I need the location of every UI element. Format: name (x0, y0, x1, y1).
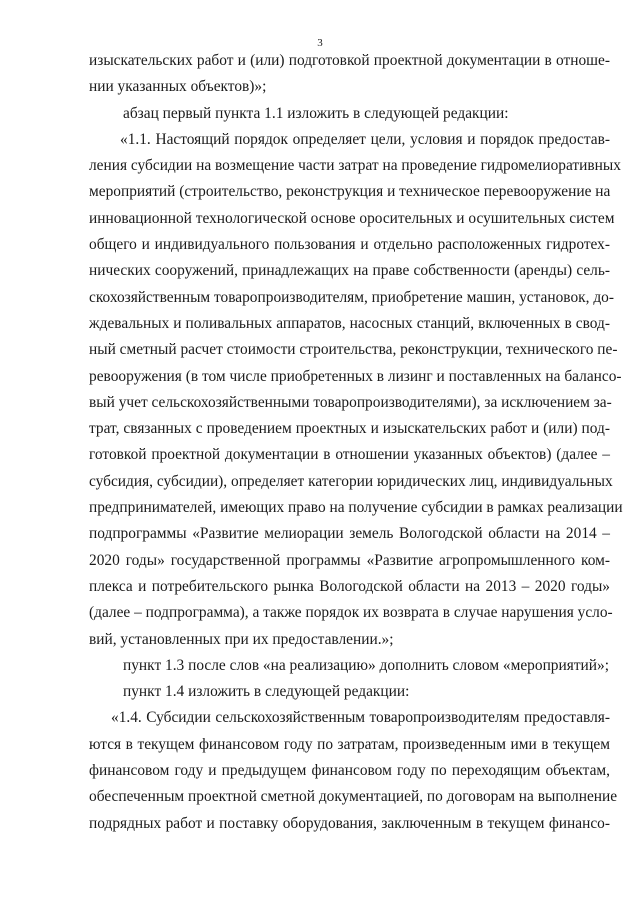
text-line: нии указанных объектов)»; (89, 78, 267, 96)
text-line: обеспеченным проектной сметной документацией, по договорам на выполнение (89, 788, 618, 806)
text-line: изыскательских работ и (или) подготовкой проектной документации в отноше- (89, 52, 610, 69)
text-line: вий, установленных при их предоставлении.»; (89, 630, 394, 648)
paragraph-first-line: пункт 1.4 изложить в следующей редакции: (123, 683, 410, 701)
text-line: подпрограммы «Развитие мелиорации земель Вологодской области на 2014 – (89, 525, 610, 543)
text-line: нических сооружений, принадлежащих на праве собственности (аренды) сель- (89, 262, 610, 280)
paragraph-first-line: «1.1. Настоящий порядок определяет цели, условия и порядок предостав- (120, 130, 610, 148)
document-body (89, 48, 623, 837)
text-line: ются в текущем финансовом году по затратам, произведенным ими в текущем (89, 735, 610, 753)
text-line: вый учет сельскохозяйственными товаропроизводителями), за исключением за- (89, 393, 612, 411)
text-line: ревооружения (в том числе приобретенных в лизинг и поставленных на балансо- (89, 367, 622, 385)
text-line: плекса и потребительского рынка Вологодской области на 2013 – 2020 годы» (89, 577, 610, 595)
text-line: финансовом году и предыдущем финансовом году по переходящим объектам, (89, 762, 610, 780)
text-line: ления субсидии на возмещение части затрат на проведение гидромелиоративных (89, 157, 621, 175)
text-line: ждевальных и поливальных аппаратов, насосных станций, включенных в свод- (89, 314, 610, 332)
text-line: предпринимателей, имеющих право на получение субсидии в рамках реализации (89, 499, 623, 517)
text-line: подрядных работ и поставку оборудования, заключенным в текущем финансо- (89, 814, 610, 832)
paragraph-first-line: «1.4. Субсидии сельскохозяйственным товаропроизводителям предоставля- (111, 709, 610, 727)
paragraph-first-line: абзац первый пункта 1.1 изложить в следующей редакции: (123, 104, 509, 122)
text-line: скохозяйственным товаропроизводителям, приобретение машин, установок, до- (89, 288, 614, 306)
text-line: мероприятий (строительство, реконструкция и техническое перевооружение на (89, 183, 611, 201)
text-line: (далее – подпрограмма), а также порядок их возврата в случае нарушения усло- (89, 604, 613, 622)
text-line: готовкой проектной документации в отношении указанных объектов) (далее – (89, 446, 610, 464)
text-line: ный сметный расчет стоимости строительства, реконструкции, технического пе- (89, 341, 618, 359)
text-line: 2020 годы» государственной программы «Развитие агропромышленного ком- (89, 551, 610, 569)
page-number: 3 (317, 37, 323, 49)
paragraph-first-line: пункт 1.3 после слов «на реализацию» дополнить словом «мероприятий»; (123, 656, 609, 674)
text-line: общего и индивидуального пользования и отдельно расположенных гидротех- (89, 236, 610, 254)
text-line: инновационной технологической основе оросительных и осушительных систем (89, 209, 615, 227)
text-line: трат, связанных с проведением проектных и изыскательских работ и (или) под- (89, 420, 610, 438)
text-line: субсидия, субсидии), определяет категории юридических лиц, индивидуальных (89, 472, 613, 490)
